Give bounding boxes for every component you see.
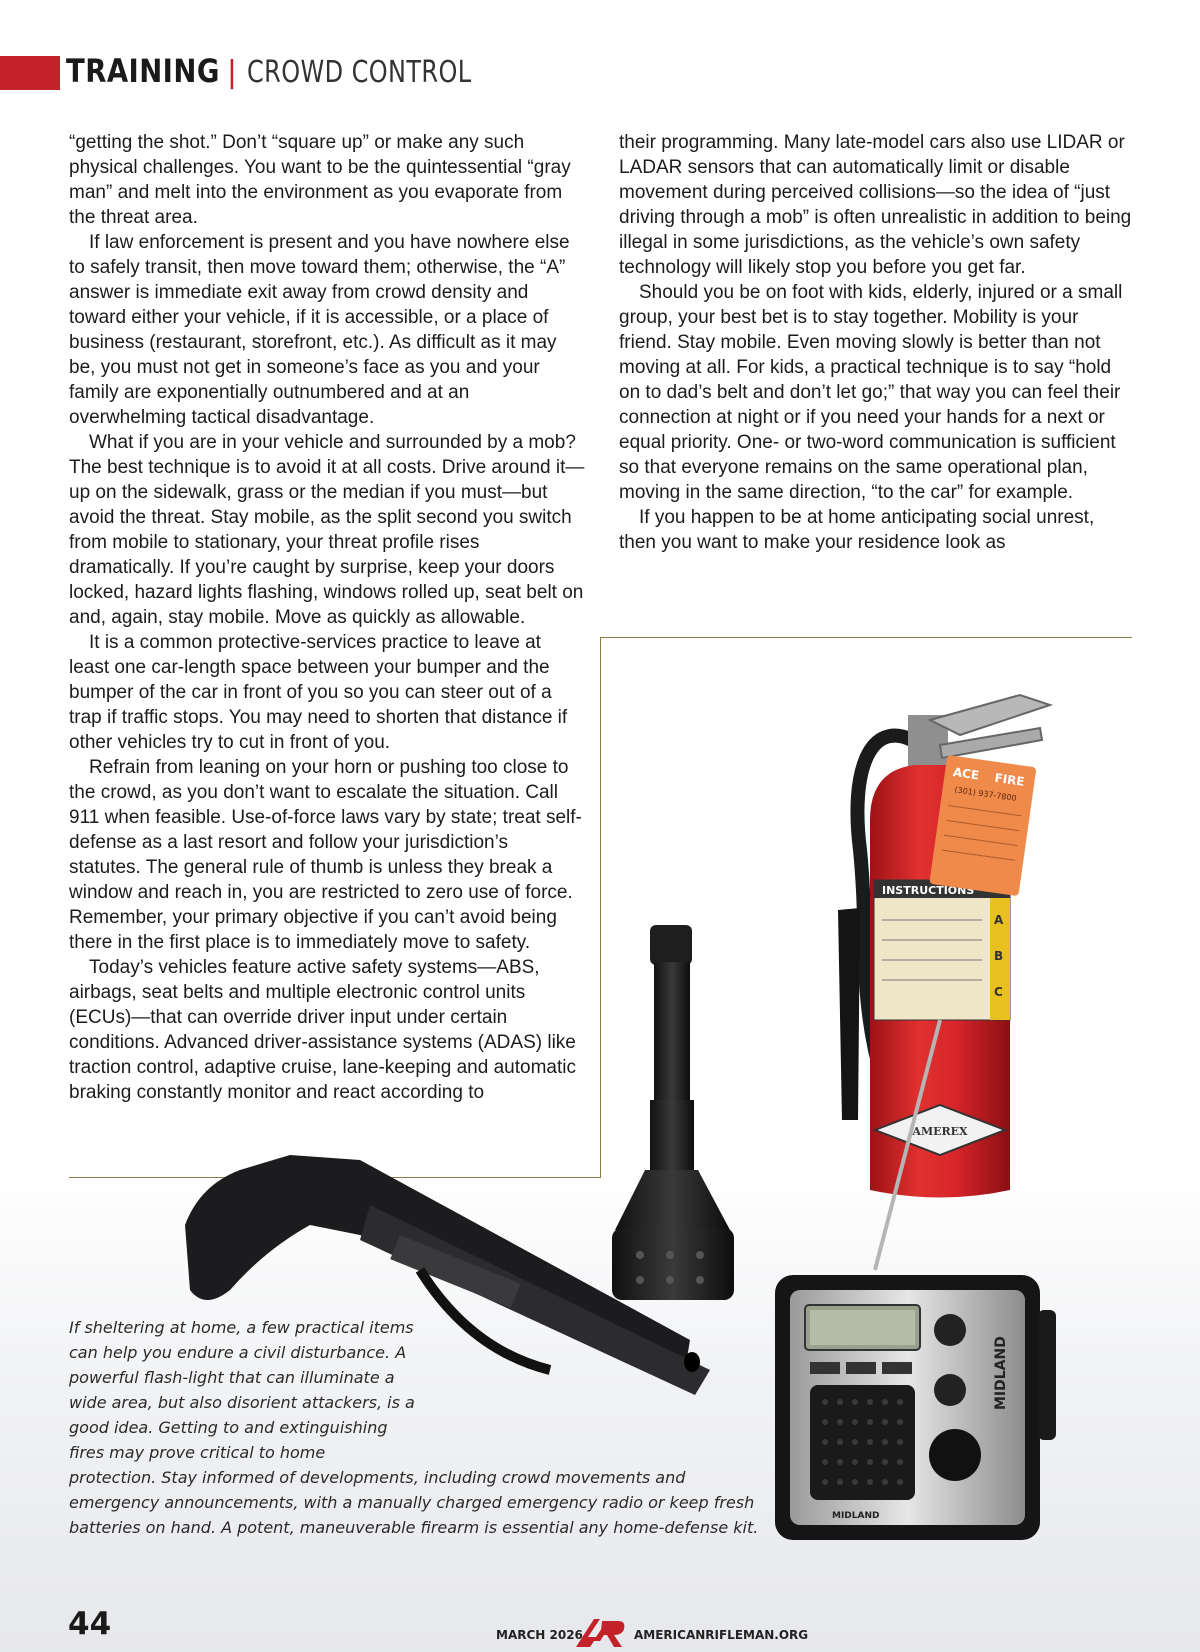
flashlight: [612, 925, 734, 1300]
paragraph: Today’s vehicles feature active safety systems—ABS, airbags, seat belts and multiple electronic control units (ECUs)—that can override driver input under certain conditions. Advanced driver-assistance systems (ADAS) like traction control, adaptive cruise, lane-keeping and automatic braking constantly monitor and react according to: [69, 957, 576, 1103]
inspection-tag: [929, 755, 1036, 896]
class-b-label: B: [994, 949, 1004, 963]
tag-phone: (301) 937-7800: [953, 785, 1018, 803]
paragraph: If you happen to be at home anticipating social unrest, then you want to make your residence look as: [619, 507, 1095, 553]
section-color-bar: [0, 56, 60, 90]
photo-caption-part-a: If sheltering at home, a few practical items can help you endure a civil disturbance. A powerful flash-light that can illuminate a wide area, but also disorient attackers, is a good idea. Getting to and extinguishing fires may prove critical to home: [69, 1318, 415, 1462]
class-a-label: A: [994, 913, 1004, 927]
magazine-logo-icon: [574, 1615, 628, 1651]
footer-issue-date: MARCH 2026: [496, 1628, 583, 1642]
tag-brand: ACE: [952, 764, 981, 783]
paragraph: What if you are in your vehicle and surrounded by a mob? The best technique is to avoid it at all costs. Drive around it—up on the sidewalk, grass or the median if you must—but avoid the threat. Stay mobile, as the split second you switch from mobile to stationary, your threat profile rises dramatically. If you’re caught by surprise, keep your doors locked, hazard lights flashing, windows rolled up, seat belt on and, again, stay mobile. Move as quickly as allowable.: [69, 432, 585, 628]
paragraph: It is a common protective-services practice to leave at least one car-length space between your bumper and the bumper of the car in front of you so you can steer out of a trap if traffic stops. You may need to shorten that distance if other vehicles try to cut in front of you.: [69, 632, 568, 753]
footer-website: AMERICANRIFLEMAN.ORG: [634, 1628, 809, 1642]
radio-brand: MIDLAND: [993, 1336, 1009, 1410]
paragraph: “getting the shot.” Don’t “square up” or make any such physical challenges. You want to be the quintessential “gray man” and melt into the environment as you evaporate from the threat area.: [69, 132, 571, 228]
right-column: [619, 130, 1134, 555]
paragraph: their programming. Many late-model cars also use LIDAR or LADAR sensors that can automatically limit or disable movement during perceived collisions—so the idea of “just driving through a mob” is often unrealistic in addition to being illegal in some jurisdictions, as the vehicle’s own safety technology will likely stop you before you get far.: [619, 132, 1132, 278]
header-topic: CROWD CONTROL: [246, 55, 472, 90]
fire-extinguisher: [838, 695, 1050, 1198]
paragraph: Should you be on foot with kids, elderly, injured or a small group, your best bet is to stay together. Mobility is your friend. Stay mobile. Even moving slowly is better than not moving at all. For kids, a practical technique is to say “hold on to dad’s belt and don’t let go;” that way you can feel their connection at night or if you need your hands for a next or equal priority. One- or two-word communication is sufficient so that everyone remains on the same operational plan, moving in the same direction, “to the car” for example.: [619, 282, 1123, 503]
header-separator: |: [226, 55, 237, 90]
running-header: [66, 52, 528, 94]
page-number: 44: [68, 1606, 112, 1642]
header-section: TRAINING: [66, 52, 220, 90]
class-c-label: C: [994, 985, 1003, 999]
extinguisher-instructions-label: INSTRUCTIONS: [882, 884, 975, 897]
photo-frame-rule-top: [600, 637, 1132, 638]
paragraph: If law enforcement is present and you have nowhere else to safely transit, then move toward them; otherwise, the “A” answer is immediate exit away from crowd density and toward either your vehicle, if it is accessible, or a place of business (restaurant, storefront, etc.). As difficult as it may be, you must not get in someone’s face as you and your family are exponentially outnumbered and at an overwhelming tactical disadvantage.: [69, 232, 570, 428]
paragraph: Refrain from leaning on your horn or pushing too close to the crowd, as you don’t want to escalate the situation. Call 911 when feasible. Use-of-force laws vary by state; treat self-defense as a last resort and follow your jurisdiction’s statutes. The general rule of thumb is unless they break a window and reach in, you are restricted to zero use of force. Remember, your primary objective if you can’t avoid being there in the first place is to immediately move to safety.: [69, 757, 582, 953]
radio-brand-small: MIDLAND: [832, 1511, 880, 1521]
extinguisher-brand: AMEREX: [912, 1125, 968, 1138]
tag-word: FIRE: [993, 770, 1026, 789]
photo-caption-part-b: protection. Stay informed of developments, including crowd movements and emergency announcements, with a manually charged emergency radio or keep fresh batteries on hand. A potent, maneuverable firearm is essential any home-defense kit.: [69, 1468, 759, 1537]
